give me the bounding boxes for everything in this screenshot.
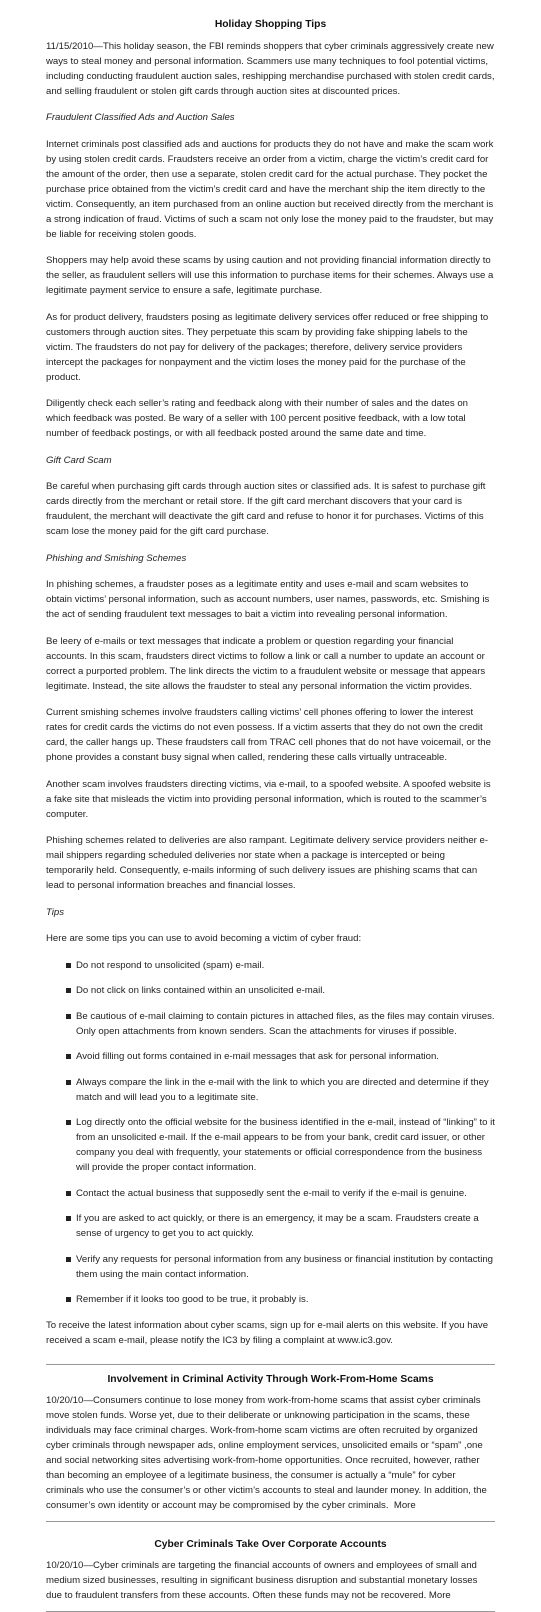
tip-text: Remember if it looks too good to be true, it probably is. [76,1294,309,1305]
bullet-icon [66,1191,71,1196]
more-link[interactable]: More [393,1500,416,1511]
section-classified-ads [46,110,495,441]
paragraph: Diligently check each seller’s rating and feedback along with their number of sales and the dates on which feedback was posted. Be wary of a seller with 100 percent positive feedback, with a low total number of feedback postings, or with all feedback posted around the same date and time. [46,398,469,439]
section-heading: Phishing and Smishing Schemes [46,552,187,564]
bullet-icon [66,1297,71,1302]
bullet-icon [66,1257,71,1262]
list-item [66,1009,495,1039]
paragraph: As for product delivery, fraudsters posing as legitimate delivery services offer reduced or free shipping to customers through auction sites. They perpetuate this scam by providing fake shipping labels to the victim. The fraudsters do not pay for delivery of the packages; therefore, delivery service providers intercept the packages for nonpayment and the victim loses the money paid for the purchase of the product. [46,311,489,383]
tip-text: Do not click on links contained within an unsolicited e-mail. [76,985,326,996]
tip-text: Contact the actual business that supposedly sent the e-mail to verify if the e-mail is genuine. [76,1187,467,1199]
paragraph: Be leery of e-mails or text messages that indicate a problem or question regarding your financial accounts. In this scam, fraudsters direct victims to follow a link or call a number to update an account or correct a purported problem. The link directs the victim to a fraudulent website or message that appears legitimate. Instead, the site allows the fraudster to steal any personal information the victim provides. [46,635,486,692]
list-item [66,1252,495,1282]
list-item [66,983,495,998]
tip-text: Verify any requests for personal information from any business or financial institution by contacting them using the main contact information. [76,1253,494,1280]
tip-text: Be cautious of e-mail claiming to contain pictures in attached files, as the files may contain viruses. Only open attachments from known senders. Scan the attachments for viruses if possible. [76,1010,495,1037]
summary-text: 10/20/10—Consumers continue to lose money from work-from-home scams that assist cyber criminals move stolen funds. Worse yet, due to their deliberate or unknowing participation in the scams, these individuals may face criminal charges. Work-from-home scam victims are often recruited by organized cyber criminals through newspaper ads, online employment services, unsolicited emails or “spam” ,one and social networking sites advertising work-from-home opportunities. Once recruited, however, rather than becoming an employee of a legitimate business, the consumer is actually a “mule” for cyber criminals who use the consumer’s or other victim’s accounts to steal and launder money. In addition, the consumer’s own identity or account may be compromised by the cyber criminals. [46,1395,487,1511]
summary-text: 10/20/10—Cyber criminals are targeting the financial accounts of owners and employees of small and medium sized businesses, resulting in significant business disruption and substantial monetary losses due to fraudulent transfers from these accounts. Often these funds may not be recovered. [46,1560,478,1601]
tip-text: If you are asked to act quickly, or there is an emergency, it may be a scam. Fraudsters create a sense of urgency to get you to act quickly. [76,1213,479,1239]
list-item [66,1115,495,1175]
list-item [66,1292,495,1307]
tip-text: Log directly onto the official website for the business identified in the e-mail, instead of “linking” to it from an unsolicited e-mail. If the e-mail appears to be from your bank, credit card issuer, or other company you deal with frequently, your statements or official correspondence from the business will provide the proper contact information. [76,1117,495,1173]
bullet-icon [66,1054,71,1059]
bullet-icon [66,1014,71,1019]
paragraph: Phishing schemes related to deliveries are also rampant. Legitimate delivery service providers neither e-mail shippers regarding scheduled deliveries nor state when a package is intercepted or being temporarily held. Consequently, e-mails informing of such delivery issues are phishing scams that can lead to personal information breaches and financial losses. [46,835,489,891]
more-link[interactable]: More [428,1590,451,1601]
paragraph: Internet criminals post classified ads and auctions for products they do not have and make the scam work by using stolen credit cards. Fraudsters receive an order from a victim, charge the victim’s credit card for the amount of the order, then use a separate, stolen credit card for the actual purchase. They pocket the purchase price obtained from the victim’s credit card and have the merchant ship the item directly to the victim. Consequently, an item purchased from an online auction but received directly from the merchant is a strong indication of fraud. Victims of such a scam not only lose the money paid to the fraudster, but may be liable for receiving stolen goods. [46,138,494,240]
list-item [66,958,495,973]
section-heading: Gift Card Scam [46,454,112,466]
bullet-icon [66,988,71,993]
list-item [66,1075,495,1105]
main-article [46,18,495,1348]
article-summary [46,1393,495,1513]
list-item [66,1186,495,1201]
section-heading: Tips [46,906,65,918]
section-gift-card-scam [46,453,495,540]
tip-text: Always compare the link in the e-mail with the link to which you are directed and determine if they match and will lead you to a legitimate site. [76,1076,489,1103]
article-title: Cyber Criminals Take Over Corporate Accounts [154,1539,387,1550]
paragraph: Another scam involves fraudsters directing victims, via e-mail, to a spoofed website. A spoofed website is a fake site that misleads the victim into providing personal information, which is routed to the scammer’s computer. [46,778,491,820]
tips-intro: Here are some tips you can use to avoid becoming a victim of cyber fraud: [46,933,362,944]
list-item [66,1211,495,1241]
closing-paragraph: To receive the latest information about cyber scams, sign up for e-mail alerts on this website. If you have received a scam e-mail, please notify the IC3 by filing a complaint at www.ic3.gov. [46,1320,489,1346]
page-title: Holiday Shopping Tips [214,19,327,30]
tips-list [46,958,495,1308]
section-tips [46,905,495,1349]
section-heading: Fraudulent Classified Ads and Auction Sales [46,112,235,123]
paragraph: Current smishing schemes involve fraudsters calling victims’ cell phones offering to lower the interest rates for credit cards the victims do not even possess. If a victim asserts that they do not own the credit card, the caller hangs up. These fraudsters call from TRAC cell phones that do not have voicemail, or the phone provides a constant busy signal when called, rendering these calls virtually untraceable. [46,707,491,763]
related-article-corporate-accounts [46,1522,495,1603]
bullet-icon [66,1216,71,1221]
list-item [66,1049,495,1064]
paragraph: Shoppers may help avoid these scams by using caution and not providing financial information directly to the seller, as fraudulent sellers will use this information to purchase items for their schemes. Always use a legitimate payment service to ensure a safe, legitimate purchase. [46,255,494,296]
article-title: Involvement in Criminal Activity Through Work-From-Home Scams [107,1374,434,1385]
related-article-work-from-home [46,1365,495,1513]
intro-paragraph: 11/15/2010—This holiday season, the FBI reminds shoppers that cyber criminals aggressively create new ways to steal money and personal information. Scammers use many techniques to fool potential victims, including conducting fraudulent auction sales, reshipping merchandise purchased with stolen credit cards, and selling fraudulent or stolen gift cards through auction sites at discounted prices. [46,41,495,97]
section-phishing-smishing [46,551,495,894]
bullet-icon [66,963,71,968]
paragraph: Be careful when purchasing gift cards through auction sites or classified ads. It is safest to purchase gift cards directly from the merchant or retail store. If the gift card merchant discovers that your card is fraudulent, the merchant will deactivate the gift card and refuse to honor it for purchases. Victims of this scam lose the money paid for the gift card purchase. [46,481,486,537]
article-summary [46,1558,495,1603]
tip-text: Do not respond to unsolicited (spam) e-mail. [76,959,265,971]
bullet-icon [66,1120,71,1125]
paragraph: In phishing schemes, a fraudster poses as a legitimate entity and uses e-mail and scam websites to obtain victims’ personal information, such as account numbers, user names, passwords, etc. Smishing is the act of sending fraudulent text messages to bait a victim into revealing personal information. [46,579,490,620]
bullet-icon [66,1080,71,1085]
tip-text: Avoid filling out forms contained in e-mail messages that ask for personal information. [76,1051,439,1062]
